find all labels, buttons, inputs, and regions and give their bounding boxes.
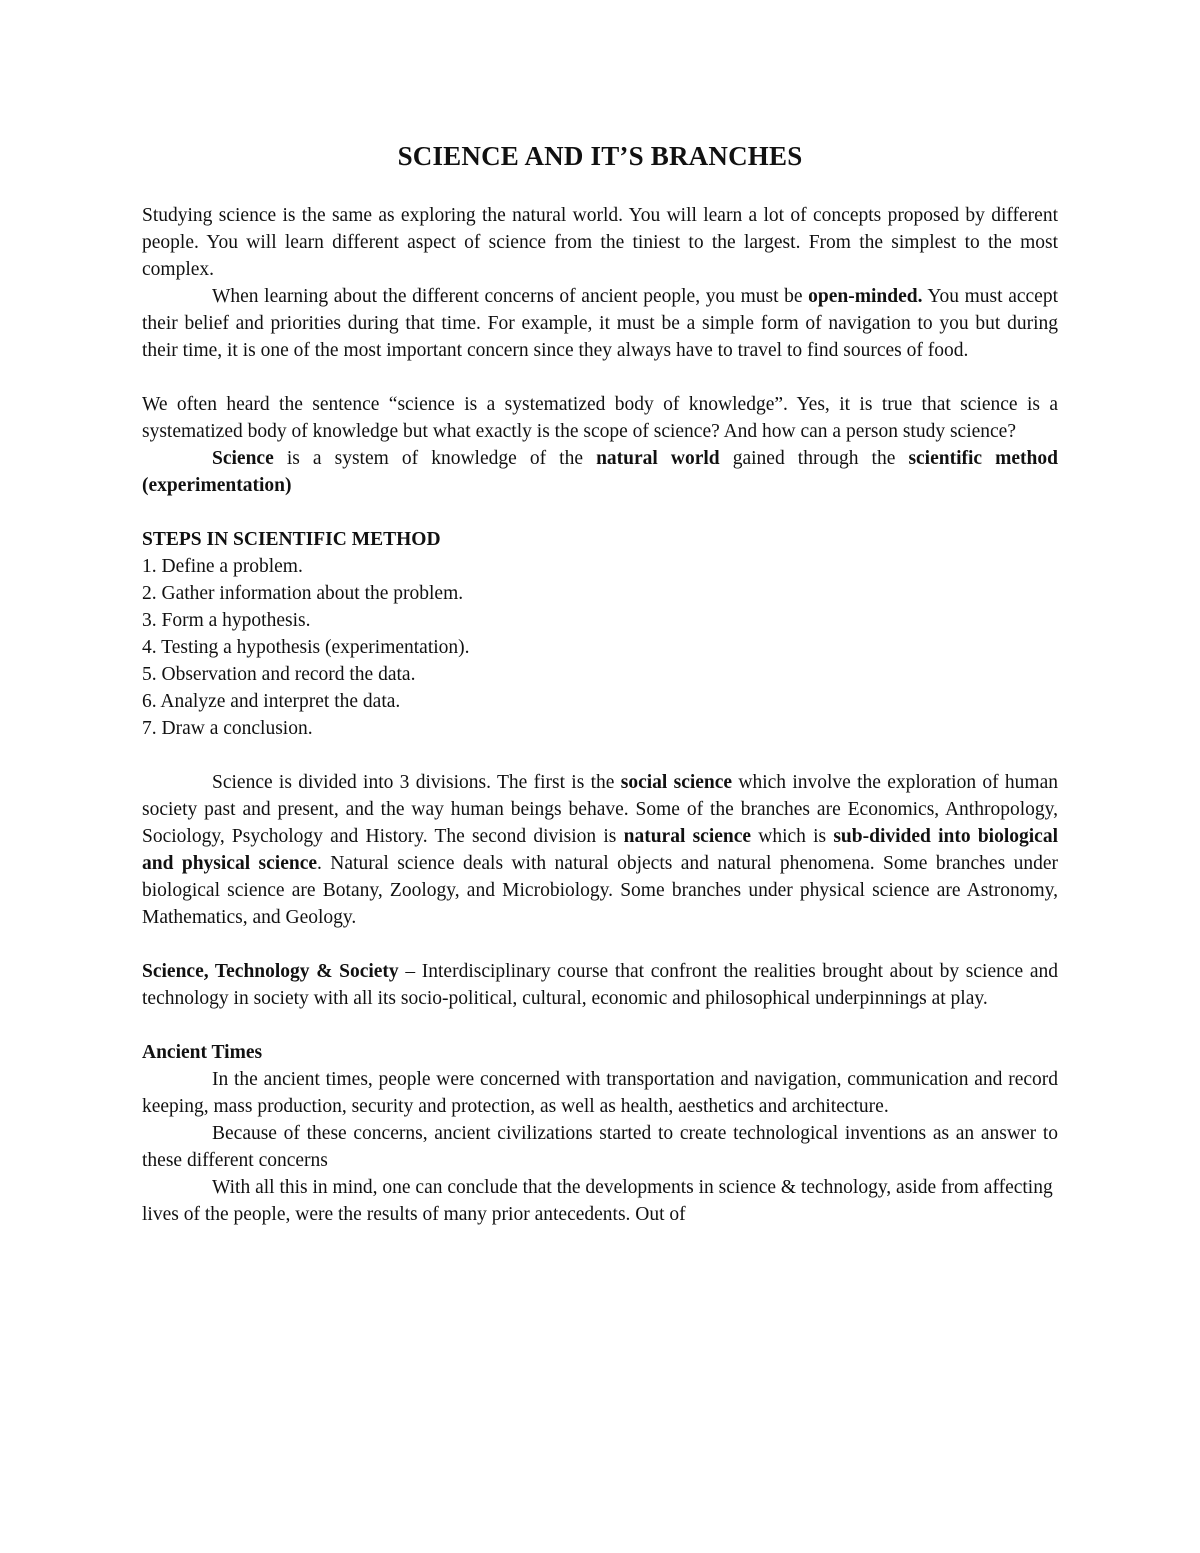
divisions-text-4: . Natural science deals with natural objects and natural phenomena. Some branches under biological science are Botany, Zoology, and Microbiology. Some branches under physical science are Astronomy, Mathematics, and Geology. bbox=[142, 853, 1058, 928]
list-item: 5. Observation and record the data. bbox=[142, 664, 416, 685]
definition-bold-science: Science bbox=[212, 448, 274, 469]
list-item: 1. Define a problem. bbox=[142, 556, 303, 577]
social-science-bold: social science bbox=[620, 772, 733, 793]
intro-paragraph: Studying science is the same as exploring the natural world. You will learn a lot of concepts proposed by different people. You will learn different aspect of science from the tiniest to the largest. From the simplest to the most complex. bbox=[142, 205, 1058, 280]
definition-bold-scientific-method: scientific method (experimentation) bbox=[142, 448, 1058, 496]
ancient-paragraph-2: Because of these concerns, ancient civilizations started to create technological inventions as an answer to these different concerns bbox=[142, 1123, 1058, 1171]
divisions-paragraph bbox=[142, 769, 1058, 931]
open-minded-paragraph bbox=[142, 283, 1058, 364]
ancient-paragraph-3: With all this in mind, one can conclude that the developments in science & technology, aside from affecting lives of the people, were the results of many prior antecedents. Out of bbox=[142, 1177, 1053, 1225]
sts-text: – Interdisciplinary course that confront the realities brought about by science and technology in society with all its socio-political, cultural, economic and philosophical underpinnings at play. bbox=[142, 961, 1058, 1009]
definition-text-2: gained through the bbox=[719, 448, 909, 469]
divisions-text-1: Science is divided into 3 divisions. The first is the bbox=[212, 772, 621, 793]
natural-science-bold: natural science bbox=[623, 826, 752, 847]
list-item: 6. Analyze and interpret the data. bbox=[142, 691, 401, 712]
science-definition bbox=[142, 445, 1058, 499]
sts-bold: Science, Technology & Society bbox=[142, 961, 399, 982]
divisions-text-3: which is bbox=[751, 826, 834, 847]
sub-divided-bold: sub-divided into biological and physical science bbox=[142, 826, 1058, 874]
steps-list bbox=[142, 553, 1058, 742]
ancient-paragraph-1: In the ancient times, people were concerned with transportation and navigation, communication and record keeping, mass production, security and protection, as well as health, aesthetics and architecture. bbox=[142, 1069, 1058, 1117]
open-minded-text-b: You must accept their belief and priorities during that time. For example, it must be a simple form of navigation to you but during their time, it is one of the most important concern since they always have to travel to find sources of food. bbox=[142, 286, 1058, 361]
spacer bbox=[142, 742, 1058, 769]
list-item: 3. Form a hypothesis. bbox=[142, 610, 311, 631]
list-item: 2. Gather information about the problem. bbox=[142, 583, 464, 604]
sts-paragraph bbox=[142, 958, 1058, 1012]
systematized-paragraph: We often heard the sentence “science is a systematized body of knowledge”. Yes, it is true that science is a systematized body of knowledge but what exactly is the scope of science? And how can a person study science? bbox=[142, 394, 1058, 442]
list-item: 4. Testing a hypothesis (experimentation). bbox=[142, 637, 470, 658]
spacer bbox=[142, 364, 1058, 391]
page-title: SCIENCE AND IT’S BRANCHES bbox=[397, 141, 803, 171]
open-minded-bold: open-minded. bbox=[808, 286, 923, 307]
spacer bbox=[142, 1012, 1058, 1039]
definition-text-1: is a system of knowledge of the bbox=[273, 448, 597, 469]
open-minded-text-a: When learning about the different concerns of ancient people, you must be bbox=[212, 286, 809, 307]
divisions-text-2: which involve the exploration of human society past and present, and the way human beings behave. Some of the branches are Economics, Anthropology, Sociology, Psychology and History. The second division is bbox=[142, 772, 1058, 847]
spacer bbox=[142, 931, 1058, 958]
spacer bbox=[142, 499, 1058, 526]
ancient-times-heading: Ancient Times bbox=[142, 1042, 263, 1063]
list-item: 7. Draw a conclusion. bbox=[142, 718, 313, 739]
steps-heading: STEPS IN SCIENTIFIC METHOD bbox=[142, 529, 441, 550]
definition-bold-natural-world: natural world bbox=[596, 448, 720, 469]
